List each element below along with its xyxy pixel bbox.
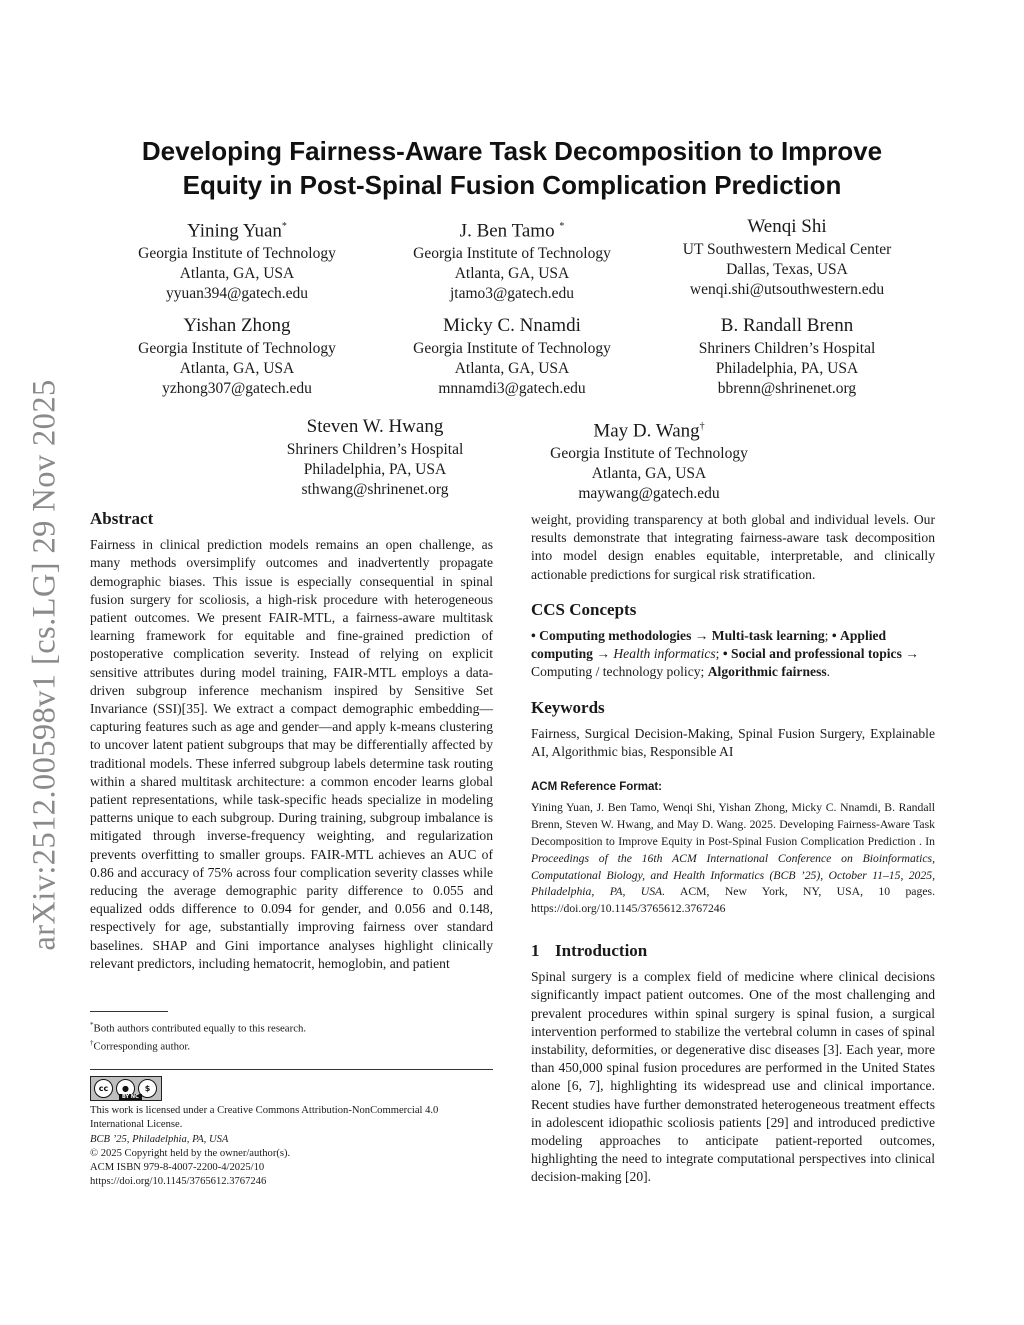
title-line-1: Developing Fairness-Aware Task Decomposition to Improve: [141, 136, 883, 166]
ccs-bullet: •: [722, 646, 728, 662]
title-line-2: Equity in Post-Spinal Fusion Complication Prediction: [182, 170, 842, 200]
author-affiliation: Shriners Children’s Hospital: [698, 340, 876, 357]
keywords-heading: Keywords: [531, 697, 605, 717]
author-email[interactable]: mnnamdi3@gatech.edu: [438, 380, 586, 397]
footnote-mark: *: [90, 1021, 94, 1029]
ccs-concept-2-sub: Health informatics: [613, 646, 716, 662]
license-venue: BCB ’25, Philadelphia, PA, USA: [90, 1133, 229, 1145]
badge-nc-label: NC: [130, 1094, 139, 1100]
author-name: Wenqi Shi: [747, 216, 827, 237]
author-name: J. Ben Tamo: [459, 220, 555, 242]
cc-license-badge[interactable]: [90, 1076, 162, 1101]
cc-badge-labels: [119, 1094, 142, 1100]
author-affiliation: Georgia Institute of Technology: [413, 245, 611, 263]
author-name: B. Randall Brenn: [720, 315, 854, 336]
author-block: [97, 215, 377, 304]
author-block: [372, 314, 652, 399]
section-number: 1: [531, 941, 540, 961]
author-block: [372, 215, 652, 304]
by-icon: ●: [116, 1079, 135, 1098]
author-email[interactable]: wenqi.shi@utsouthwestern.edu: [689, 281, 885, 298]
license-copyright: © 2025 Copyright held by the owner/author(s).: [90, 1147, 291, 1159]
abstract-text: Fairness in clinical prediction models remains an open challenge, as many methods oversimplify outcomes and inadvertently propagate demographic biases. This issue is especially consequential in spinal fusion surgery for scoliosis, a high-risk procedure with heterogeneous patient outcomes. We present FAIR-MTL, a fairness-aware multitask learning framework for equitable and fine-grained prediction of postoperative complication severity. Instead of relying on explicit sensitive attributes during model training, FAIR-MTL employs a data-driven subgroup inference mechanism inspired by Sensitive Set Invariance (SSI)[35]. We extract a compact demographic embedding—capturing features such as age and gender—and apply k-means clustering to uncover latent patient subgroups that may be differentially affected by traditional models. These inferred subgroup labels determine task routing within a shared multitask architecture: a common encoder learns global patient representations, while task-specific heads specialize in modeling patterns unique to each subgroup. During training, subgroup imbalance is mitigated through inverse-frequency weighting, and regularization prevents overfitting to smaller groups. FAIR-MTL achieves an AUC of 0.86 and accuracy of 75% across four complication severity classes while reducing the average demographic parity difference to 0.055 and equalized odds difference to 0.094 for gender, and 0.056 and 0.148, respectively for age, substantially improving fairness over standard baselines. SHAP and Gini importance analyses highlight clinically relevant predictors, including hematocrit, hemoglobin, and patient: [90, 537, 493, 971]
author-email[interactable]: maywang@gatech.edu: [578, 485, 720, 503]
author-mark: †: [699, 421, 705, 432]
author-location: Dallas, Texas, USA: [726, 261, 848, 278]
badge-by-label: BY: [122, 1094, 130, 1100]
author-block: [509, 415, 789, 504]
ccs-heading: CCS Concepts: [531, 599, 637, 619]
author-location: Atlanta, GA, USA: [179, 265, 295, 283]
abstract-section: [90, 510, 493, 973]
arrow-icon: →: [596, 646, 610, 662]
author-email[interactable]: jtamo3@gatech.edu: [449, 285, 575, 303]
author-location: Philadelphia, PA, USA: [303, 461, 447, 478]
footnote-mark: †: [90, 1039, 94, 1048]
arrow-icon: →: [694, 628, 709, 644]
author-email[interactable]: sthwang@shrinenet.org: [301, 481, 449, 498]
author-name: Micky C. Nnamdi: [443, 315, 581, 336]
author-mark: *: [559, 221, 565, 232]
reference-title: Developing Fairness-Aware Task Decomposition to Improve Equity in Post-Spinal Fusion Complication Prediction . In: [531, 818, 936, 849]
ccs-bullet: •: [531, 628, 536, 644]
author-affiliation: UT Southwestern Medical Center: [682, 241, 892, 258]
footnote-divider: [90, 1011, 168, 1012]
author-email[interactable]: bbrenn@shrinenet.org: [717, 380, 857, 397]
ccs-bullet: •: [831, 628, 837, 644]
author-location: Atlanta, GA, USA: [591, 465, 707, 483]
author-block: [647, 215, 927, 300]
cc-icon: cc: [94, 1079, 113, 1098]
author-name: Yishan Zhong: [183, 315, 291, 336]
ccs-concept-1-sub: Multi-task learning: [711, 628, 825, 644]
right-column: [531, 511, 935, 1187]
author-affiliation: Georgia Institute of Technology: [550, 445, 748, 463]
abstract-continuation: weight, providing transparency at both global and individual levels. Our results demonstrate that integrating fairness-aware task decomposition into model design enables equitable, interpretable, and clinically actionable predictions for surgical risk stratification.: [531, 512, 935, 582]
author-affiliation: Georgia Institute of Technology: [138, 340, 336, 357]
ccs-concept-3-sub: Computing / technology policy: [531, 664, 701, 680]
keywords-text: Fairness, Surgical Decision-Making, Spinal Fusion Surgery, Explainable AI, Algorithmic bias, Responsible AI: [531, 725, 935, 760]
reference-tail[interactable]: ACM, New York, NY, USA, 10 pages. https://doi.org/10.1145/3765612.3767246: [531, 885, 935, 916]
footnotes: [90, 1018, 493, 1055]
arxiv-identifier[interactable]: arXiv:2512.00598v1 [cs.LG] 29 Nov 2025: [26, 379, 63, 951]
author-email[interactable]: yyuan394@gatech.edu: [165, 285, 309, 303]
author-location: Atlanta, GA, USA: [454, 360, 570, 377]
author-affiliation: Shriners Children’s Hospital: [286, 441, 464, 458]
footnote-equal-contribution: Both authors contributed equally to this research.: [93, 1022, 307, 1035]
author-block: [235, 415, 515, 500]
reference-venue: Proceedings of the 16th ACM International Conference on Bioinformatics, Computational Biology, and Health Informatics (BCB ’25), October 11–15, 2025, Philadelphia, PA, USA.: [531, 851, 935, 899]
author-mark: *: [281, 221, 287, 232]
nc-icon: $: [138, 1079, 157, 1098]
arxiv-sidebar: [0, 370, 90, 960]
author-name: May D. Wang: [593, 420, 700, 442]
paper-title: [100, 134, 924, 202]
license-statement: This work is licensed under a Creative Commons Attribution-NonCommercial 4.0 International License.: [90, 1105, 439, 1131]
ccs-concept-1: Computing methodologies: [539, 628, 692, 644]
author-email[interactable]: yzhong307@gatech.edu: [162, 380, 312, 397]
arrow-icon: →: [905, 646, 919, 662]
license-isbn: ACM ISBN 979-8-4007-2200-4/2025/10: [90, 1162, 265, 1174]
abstract-heading: Abstract: [90, 509, 154, 528]
license-doi[interactable]: https://doi.org/10.1145/3765612.3767246: [90, 1176, 267, 1188]
ccs-concept-3: Social and professional topics: [731, 646, 902, 662]
ccs-concepts: • Computing methodologies → Multi-task learning; • Applied computing → Health informatics; • Social and professional topics → Computing / technology policy; Algorithmic fairness.: [531, 628, 919, 680]
author-name: Yining Yuan: [187, 220, 282, 242]
author-location: Philadelphia, PA, USA: [715, 360, 859, 377]
author-affiliation: Georgia Institute of Technology: [413, 340, 611, 357]
author-name: Steven W. Hwang: [306, 416, 444, 437]
intro-text: Spinal surgery is a complex field of medicine where clinical decisions significantly impact patient outcomes. One of the most challenging and prevalent procedures within spinal surgery is spinal fusion, a surgical intervention performed to stabilize the vertebral column in cases of spinal instability, deformities, or degenerative disc diseases [3]. Each year, more than 450,000 spinal fusion procedures are performed in the United States alone [6, 7], highlighting its widespread use and clinical importance. Recent studies have further demonstrated heterogeneous treatment effects in adolescent idiopathic scoliosis patients [29] and introduced predictive modeling approaches to anticipate patient-reported outcomes, highlighting the need to integrate computational perspectives into clinical decision-making [20].: [531, 969, 935, 1185]
author-block: [97, 314, 377, 399]
author-affiliation: Georgia Institute of Technology: [138, 245, 336, 263]
acm-reference: [531, 800, 935, 918]
license-divider: [90, 1069, 493, 1070]
acm-reference-heading: ACM Reference Format:: [531, 781, 662, 794]
intro-heading: [531, 942, 935, 960]
ccs-concept-3-sub-2: Algorithmic fairness: [707, 664, 827, 680]
section-title: Introduction: [555, 941, 648, 961]
footnote-corresponding: Corresponding author.: [93, 1040, 191, 1053]
author-location: Atlanta, GA, USA: [179, 360, 295, 377]
reference-authors: Yining Yuan, J. Ben Tamo, Wenqi Shi, Yishan Zhong, Micky C. Nnamdi, B. Randall Brenn, Steven W. Hwang, and May D. Wang. 2025.: [531, 801, 935, 832]
license-block: [90, 1104, 493, 1190]
author-location: Atlanta, GA, USA: [454, 265, 570, 283]
ccs-concept-2: Applied computing: [531, 628, 887, 662]
author-block: [647, 314, 927, 399]
